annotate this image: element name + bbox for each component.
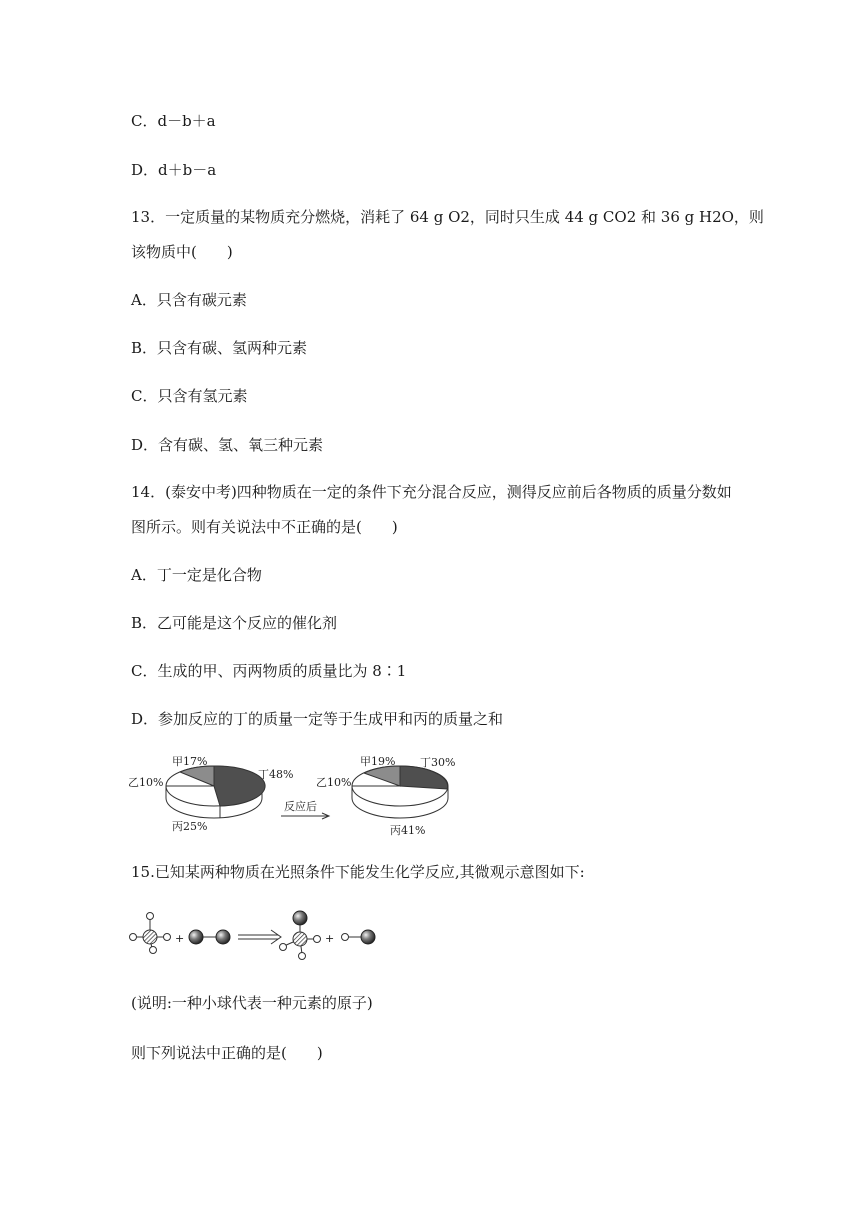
q13-option-a: A．只含有碳元素 [131, 291, 247, 309]
reaction-double-arrow-icon [238, 930, 281, 944]
product-molecule-2 [342, 930, 376, 944]
q13-option-b: B．只含有碳、氢两种元素 [131, 339, 308, 357]
q14-option-c: C．生成的甲、丙两物质的质量比为 8∶1 [131, 662, 407, 680]
pie-before-label-yi: 乙10% [128, 776, 164, 789]
q14-option-a: A．丁一定是化合物 [131, 566, 262, 584]
q13-stem-line2: 该物质中( ) [131, 243, 233, 261]
q15-note: (说明:一种小球代表一种元素的原子) [131, 994, 373, 1012]
q15-question: 则下列说法中正确的是( ) [131, 1044, 323, 1062]
reactant-molecule-2 [189, 930, 230, 944]
q13-stem-line1: 13．一定质量的某物质充分燃烧，消耗了 64 g O2，同时只生成 44 g CO2 和 36 g H2O，则 [131, 208, 764, 226]
q14-option-d: D．参加反应的丁的质量一定等于生成甲和丙的质量之和 [131, 710, 504, 728]
q15-molecule-diagram [128, 906, 388, 966]
q15-stem: 15.已知某两种物质在光照条件下能发生化学反应,其微观示意图如下: [131, 863, 585, 881]
pie-after [352, 766, 448, 818]
q14-option-b: B．乙可能是这个反应的催化剂 [131, 614, 338, 632]
q13-option-d: D．含有碳、氢、氧三种元素 [131, 436, 324, 454]
pie-after-label-jia: 甲19% [360, 755, 396, 768]
q13-option-c: C．只含有氢元素 [131, 387, 248, 405]
pie-after-label-bing: 丙41% [390, 824, 426, 837]
pie-after-label-yi: 乙10% [316, 776, 352, 789]
reactant-molecule-1 [130, 913, 171, 954]
q12-option-c: C．d－b＋a [131, 112, 216, 130]
q12-option-d: D．d＋b－a [131, 161, 217, 179]
plus-sign-1: + [175, 932, 185, 945]
plus-sign-2: + [325, 932, 335, 945]
product-molecule-1 [280, 911, 321, 960]
pie-before-label-bing: 丙25% [172, 820, 208, 833]
pie-before-label-ding: 丁48% [258, 768, 294, 781]
q14-stem-line2: 图所示。则有关说法中不正确的是( ) [131, 518, 398, 536]
pie-before-label-jia: 甲17% [172, 755, 208, 768]
pie-after-ding-slice [400, 766, 448, 789]
pie-after-label-ding: 丁30% [420, 756, 456, 769]
pie-before [166, 766, 265, 818]
q14-stem-line1: 14．(泰安中考)四种物质在一定的条件下充分混合反应，测得反应前后各物质的质量分数如 [131, 483, 732, 501]
q14-pie-figure [128, 748, 468, 843]
reaction-arrow-label: 反应后 [284, 800, 317, 813]
